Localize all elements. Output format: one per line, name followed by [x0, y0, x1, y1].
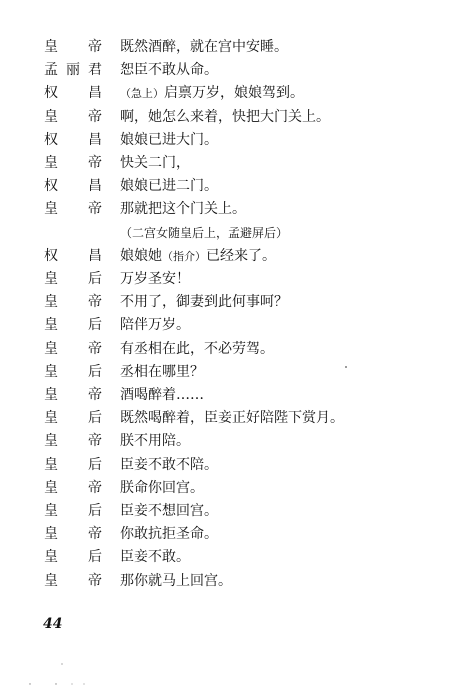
dialogue-text-main: 娘娘已进大门。: [120, 131, 218, 148]
speaker-name: [44, 245, 102, 267]
speaker-char: 后: [88, 549, 102, 566]
speaker-char: 权: [44, 85, 58, 102]
speaker-char: 权: [44, 131, 58, 148]
dialogue-text: [120, 129, 218, 151]
dialogue-text-before: 娘娘她: [120, 247, 162, 264]
dialogue-text: [120, 361, 204, 383]
dialogue-line: [0, 198, 454, 220]
dialogue-text-main: 陪伴万岁。: [120, 317, 190, 334]
speaker-char: 皇: [44, 433, 58, 450]
dialogue-line: [0, 245, 454, 267]
speaker-name: [44, 314, 102, 336]
dialogue-text: [120, 546, 190, 568]
dialogue-text-main: 你敢抗拒圣命。: [120, 526, 218, 543]
speaker-name: [44, 546, 102, 568]
dialogue-line: [0, 338, 454, 360]
dialogue-text: [120, 338, 274, 360]
speaker-char: 皇: [44, 201, 58, 218]
dialogue-text: [120, 268, 190, 290]
speaker-char: 皇: [44, 410, 58, 427]
dialogue-line: [0, 500, 454, 522]
dialogue-line: [0, 430, 454, 452]
speaker-name: [44, 430, 102, 452]
speaker-char: 皇: [44, 39, 58, 55]
dialogue-text-main: 臣妾不敢不陪。: [120, 456, 218, 473]
page-number: 44: [43, 616, 63, 632]
speaker-char: 皇: [44, 363, 58, 380]
speaker-char: 皇: [44, 108, 58, 125]
speaker-char: 后: [88, 456, 102, 473]
speaker-char: 昌: [88, 178, 102, 195]
speaker-char: 皇: [44, 294, 58, 311]
dialogue-text: [120, 570, 232, 592]
speaker-char: 昌: [88, 247, 102, 264]
speaker-char: 昌: [88, 131, 102, 148]
dialogue-text-main: 恕臣不敢从命。: [120, 62, 218, 79]
dialogue-text-main: 有丞相在此，不必劳驾。: [120, 340, 274, 357]
dialogue-text-main: 既然喝醉着，臣妾正好陪陛下赏月。: [120, 410, 344, 427]
dialogue-line: [0, 570, 454, 592]
dialogue-text: [120, 500, 218, 522]
dialogue-line: [0, 129, 454, 151]
dialogue-line: [0, 407, 454, 429]
dialogue-text: [120, 314, 190, 336]
stage-direction-line: [0, 222, 454, 244]
dialogue-text-main: 启禀万岁，娘娘驾到。: [164, 85, 304, 102]
speaker-name: [44, 152, 102, 174]
dialogue-text-main: 娘娘已进二门。: [120, 178, 218, 195]
speaker-name: [44, 570, 102, 592]
dialogue-line: [0, 454, 454, 476]
speaker-char: 皇: [44, 549, 58, 566]
speaker-char: 帝: [88, 155, 102, 171]
speaker-name: [44, 129, 102, 151]
dialogue-text-main: 啊，她怎么来着，快把大门关上。: [120, 108, 330, 125]
speaker-char: 帝: [88, 526, 102, 543]
speaker-char: 后: [88, 503, 102, 519]
dialogue-text: [120, 198, 246, 220]
speaker-char: 后: [88, 317, 102, 334]
dialogue-text-main: 臣妾不想回宫。: [120, 503, 218, 519]
speaker-char: 帝: [88, 108, 102, 125]
speaker-char: 帝: [88, 387, 102, 403]
speaker-char: 君: [88, 62, 102, 79]
speaker-char: 后: [88, 410, 102, 427]
dialogue-line: [0, 59, 454, 81]
dialogue-text-main: 那就把这个门关上。: [120, 201, 246, 218]
dialogue-text: [120, 454, 218, 476]
speaker-name: [44, 82, 102, 104]
dialogue-text: [120, 152, 190, 174]
speaker-name: [44, 338, 102, 360]
speaker-char: 帝: [88, 479, 102, 496]
dialogue-line: [0, 523, 454, 545]
dialogue-text: [120, 82, 304, 105]
dialogue-text: [120, 36, 288, 58]
speaker-char: 皇: [44, 572, 58, 589]
dialogue-line: [0, 36, 454, 58]
speaker-char: 皇: [44, 340, 58, 357]
dialogue-text-main: 那你就马上回宫。: [120, 572, 232, 589]
stage-direction: （二宫女随皇后上，孟避屏后）: [120, 225, 289, 240]
speaker-char: 后: [88, 271, 102, 287]
speaker-char: 皇: [44, 155, 58, 171]
dialogue-line: [0, 268, 454, 290]
dialogue-line: [0, 106, 454, 128]
dialogue-text: [120, 384, 204, 406]
dialogue-text: [120, 106, 330, 128]
dialogue-text-main: 丞相在哪里？: [120, 363, 204, 380]
dialogue-text: [120, 477, 204, 499]
speaker-char: 皇: [44, 503, 58, 519]
speaker-name: [44, 407, 102, 429]
speaker-name: [44, 500, 102, 522]
speaker-name: [44, 59, 102, 81]
speaker-name: [44, 477, 102, 499]
speaker-char: 皇: [44, 317, 58, 334]
dialogue-text: [120, 175, 218, 197]
speaker-char: 帝: [88, 340, 102, 357]
dialogue-text: [120, 430, 190, 452]
dialogue-line: [0, 361, 454, 383]
dialogue-text: [120, 291, 288, 313]
speaker-char: 帝: [88, 39, 102, 55]
inline-direction: （急上）: [120, 87, 164, 101]
speaker-char: 帝: [88, 294, 102, 311]
dialogue-text-main: 不用了，御妻到此何事呵？: [120, 294, 288, 311]
dialogue-line: [0, 152, 454, 174]
dialogue-text-main: 快关二门，: [120, 155, 190, 171]
dialogue-text: [120, 523, 218, 545]
dialogue-line: [0, 175, 454, 197]
dialogue-text: [120, 59, 218, 81]
dialogue-line: [0, 291, 454, 313]
speaker-name: [44, 384, 102, 406]
dialogue-text-main: 既然酒醉，就在宫中安睡。: [120, 39, 288, 55]
dialogue-line: [0, 314, 454, 336]
dialogue-text-main: 臣妾不敢。: [120, 549, 190, 566]
speaker-name: [44, 106, 102, 128]
dialogue-text-main: 朕不用陪。: [120, 433, 190, 450]
speaker-name: [44, 268, 102, 290]
speaker-char: 昌: [88, 85, 102, 102]
speaker-name: [44, 361, 102, 383]
dialogue-line: [0, 546, 454, 568]
speaker-char: 皇: [44, 456, 58, 473]
speaker-name: [44, 36, 102, 58]
speaker-char: 丽: [66, 62, 80, 79]
speaker-char: 皇: [44, 526, 58, 543]
speaker-char: 权: [44, 247, 58, 264]
dialogue-text-main: 朕命你回宫。: [120, 479, 204, 496]
speaker-name: [44, 454, 102, 476]
dialogue-line: [0, 477, 454, 499]
dialogue-text-main: 万岁圣安！: [120, 271, 190, 287]
speaker-name: [44, 523, 102, 545]
dialogue-line: [0, 82, 454, 104]
speaker-char: 后: [88, 363, 102, 380]
dialogue-text: [120, 245, 276, 268]
dialogue-text-main: 酒喝醉着……: [120, 387, 204, 403]
speaker-name: [44, 175, 102, 197]
speaker-char: 孟: [44, 62, 58, 79]
speaker-char: 皇: [44, 387, 58, 403]
speaker-char: 帝: [88, 201, 102, 218]
speaker-char: 皇: [44, 479, 58, 496]
speaker-char: 皇: [44, 271, 58, 287]
dialogue-line: [0, 384, 454, 406]
speaker-char: 帝: [88, 572, 102, 589]
speaker-name: [44, 198, 102, 220]
speaker-name: [44, 291, 102, 313]
speaker-char: 权: [44, 178, 58, 195]
dialogue-text-main: 已经来了。: [206, 247, 276, 264]
inline-direction: （指介）: [162, 249, 206, 263]
speaker-char: 帝: [88, 433, 102, 450]
dialogue-text: [120, 407, 344, 429]
